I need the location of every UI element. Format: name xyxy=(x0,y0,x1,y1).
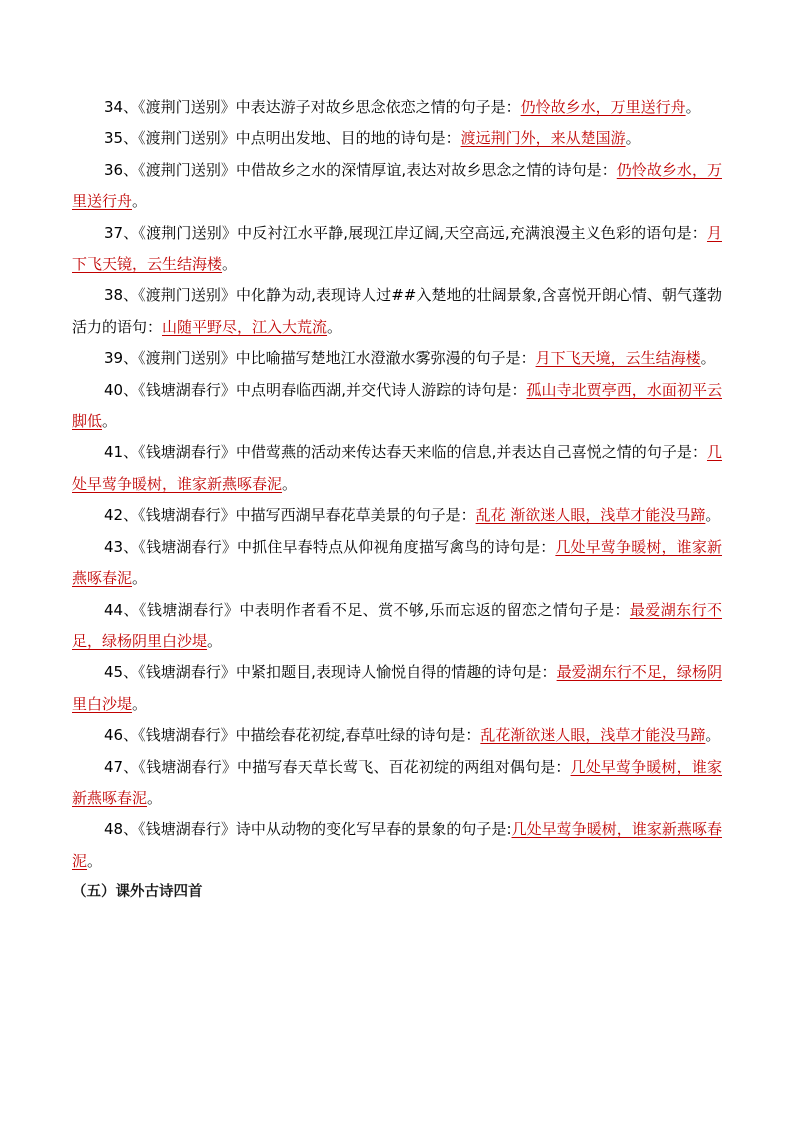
question-item: 42、《钱塘湖春行》中描写西湖早春花草美景的句子是：乱花 渐欲迷人眼，浅草才能没马蹄。 xyxy=(104,506,721,525)
section-heading: （五）课外古诗四首 xyxy=(72,884,203,901)
answer: 仍怜故乡水，万里送行舟 xyxy=(72,160,722,211)
question-item: 41、《钱塘湖春行》中借莺燕的活动来传达春天来临的信息,并表达自己喜悦之情的句子是：几处早莺争暖树，谁家新燕啄春泥。 xyxy=(72,443,722,493)
answer: 几处早莺争暖树，谁家新燕啄春泥 xyxy=(72,443,722,493)
question-list xyxy=(72,92,722,908)
question-item: 39、《渡荆门送别》中比喻描写楚地江水澄澈水雾弥漫的句子是：月下飞天境，云生结海楼。 xyxy=(104,349,716,368)
question-item: 37、《渡荆门送别》中反衬江水平静,展现江岸辽阔,天空高远,充满浪漫主义色彩的语句是：月下飞天镜，云生结海楼。 xyxy=(72,223,722,274)
answer: 最爱湖东行不足，绿杨阴里白沙堤 xyxy=(72,663,722,713)
answer: 仍怜故乡水，万里送行舟 xyxy=(520,98,686,116)
question-item: 43、《钱塘湖春行》中抓住早春特点从仰视角度描写禽鸟的诗句是：几处早莺争暖树，谁家新燕啄春泥。 xyxy=(72,537,722,588)
answer: 山随平野尽，江入大荒流 xyxy=(162,317,328,336)
answer: 几处早莺争暖树，谁家新燕啄春泥 xyxy=(72,757,722,807)
answer: 最爱湖东行不足，绿杨阴里白沙堤 xyxy=(72,600,722,650)
answer: 孤山寺北贾亭西，水面初平云脚低 xyxy=(72,380,722,431)
question-item: 48、《钱塘湖春行》诗中从动物的变化写早春的景象的句子是:几处早莺争暖树，谁家新燕啄春泥。 xyxy=(72,820,722,870)
answer: 月下飞天境，云生结海楼 xyxy=(535,349,701,368)
answer: 几处早莺争暖树，谁家新燕啄春泥 xyxy=(72,820,722,870)
question-item: 46、《钱塘湖春行》中描绘春花初绽,春草吐绿的诗句是：乱花渐欲迷人眼，浅草才能没马蹄。 xyxy=(104,726,721,745)
answer: 月下飞天镜，云生结海楼 xyxy=(72,223,722,274)
answer: 几处早莺争暖树，谁家新燕啄春泥 xyxy=(72,537,722,588)
question-item: 34、《渡荆门送别》中表达游子对故乡思念依恋之情的句子是：仍怜故乡水，万里送行舟。 xyxy=(104,98,701,116)
answer: 乱花 渐欲迷人眼，浅草才能没马蹄 xyxy=(475,506,706,525)
answer: 渡远荆门外，来从楚国游 xyxy=(460,129,626,148)
question-item: 40、《钱塘湖春行》中点明春临西湖,并交代诗人游踪的诗句是：孤山寺北贾亭西，水面初平云脚低。 xyxy=(72,380,722,431)
question-item: 36、《渡荆门送别》中借故乡之水的深情厚谊,表达对故乡思念之情的诗句是：仍怜故乡水，万里送行舟。 xyxy=(72,160,722,211)
question-item: 38、《渡荆门送别》中化静为动,表现诗人过##入楚地的壮阔景象,含喜悦开朗心情、朝气蓬勃活力的语句：山随平野尽，江入大荒流。 xyxy=(72,286,722,336)
question-item: 45、《钱塘湖春行》中紧扣题目,表现诗人愉悦自得的情趣的诗句是：最爱湖东行不足，绿杨阴里白沙堤。 xyxy=(72,663,722,713)
question-item: 35、《渡荆门送别》中点明出发地、目的地的诗句是：渡远荆门外，来从楚国游。 xyxy=(104,129,641,148)
question-item: 44、《钱塘湖春行》中表明作者看不足、赏不够,乐而忘返的留恋之情句子是：最爱湖东行不足，绿杨阴里白沙堤。 xyxy=(72,600,722,650)
answer: 乱花渐欲迷人眼，浅草才能没马蹄 xyxy=(480,726,706,745)
question-item: 47、《钱塘湖春行》中描写春天草长莺飞、百花初绽的两组对偶句是：几处早莺争暖树，谁家新燕啄春泥。 xyxy=(72,757,722,807)
